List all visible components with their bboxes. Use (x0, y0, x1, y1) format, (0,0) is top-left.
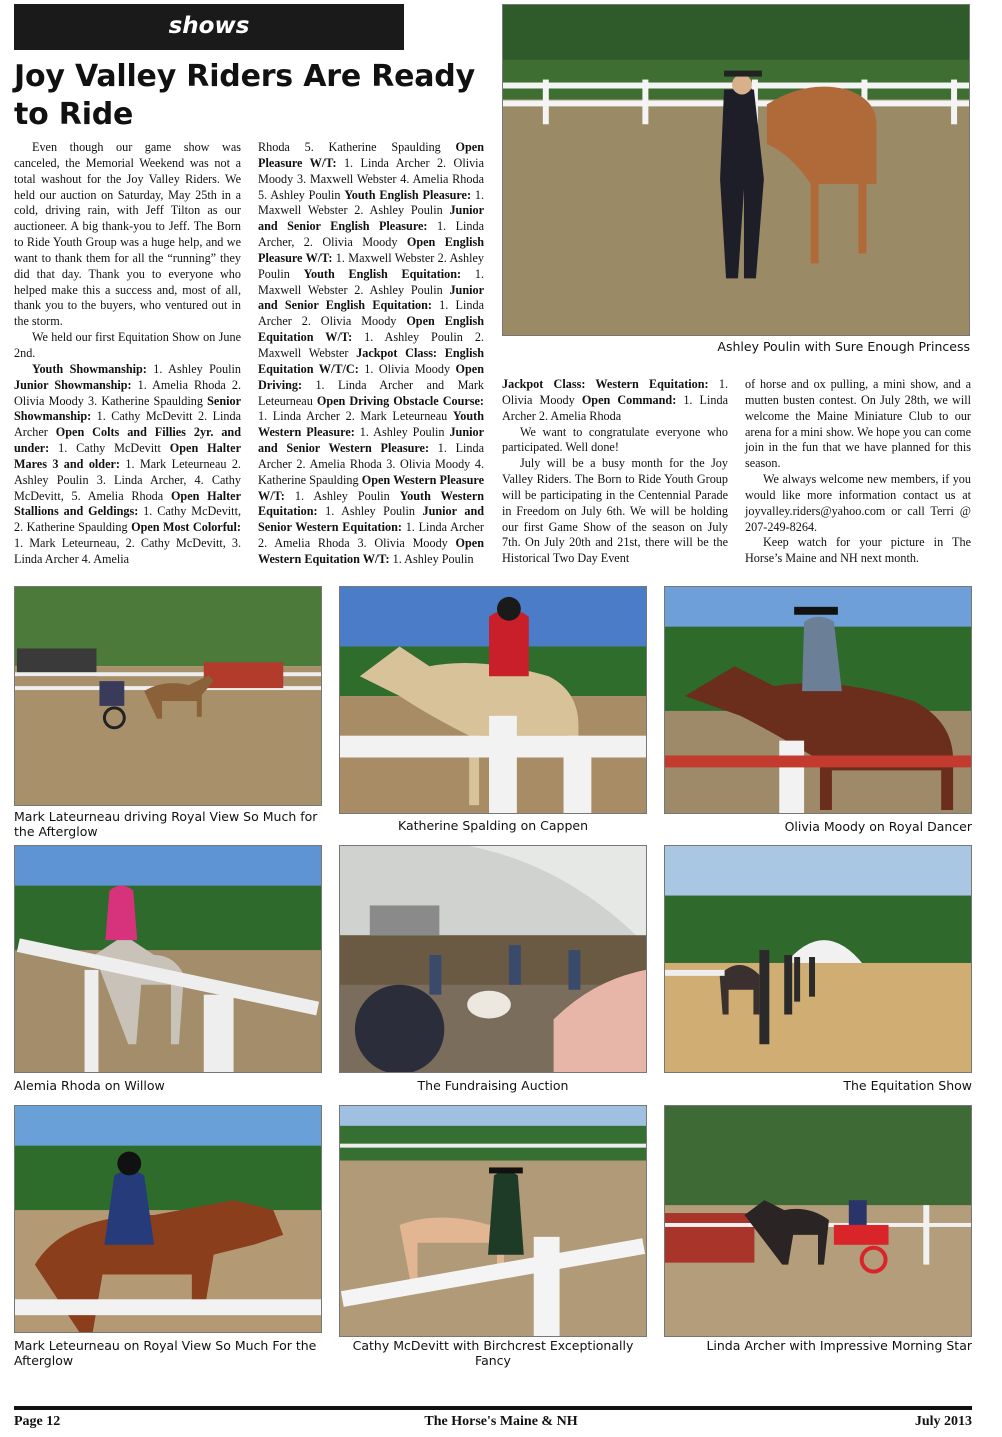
class-name: Youth Western Pleasure: (258, 409, 484, 440)
photo-mini-horse (339, 1105, 647, 1337)
footer-rule (14, 1406, 972, 1410)
photo-cart (664, 1105, 972, 1337)
class-name: Youth Western Equitation: (258, 488, 485, 519)
class-name: Open English Equitation W/T: (258, 314, 484, 345)
class-name: Junior and Senior English Pleasure: (258, 203, 484, 234)
photo-bay (664, 586, 972, 814)
photo-caption: Ashley Poulin with Sure Enough Princess (717, 339, 970, 354)
photo-equitation-show (664, 845, 972, 1073)
class-name: Open Western Equitation W/T: (258, 536, 484, 566)
article-headline: Joy Valley Riders Are Ready to Ride (14, 59, 475, 132)
page-number: Page 12 (14, 1414, 61, 1429)
paragraph: Even though our game show was canceled, the Memorial Weekend was not a total washout for the Joy Valley Riders. We held our auction on Saturday, May 25th in a cold, driving rain, with Jeff Tilton as our auctioneer. A big thank-you to Jeff. The Born to Ride Youth Group was a huge help, and we want to thank them for all the “running” they did that day. Thank you to everyone who helped make this a success and, most of all, thank you to the buyers, who ventured out in the storm. (14, 140, 241, 329)
photo-caption: Olivia Moody on Royal Dancer (784, 819, 972, 834)
class-name: Open Halter Mares 3 and older: (14, 441, 241, 471)
paragraph: We always welcome new members, if you would like more information contact us at joyvalley.riders@yahoo.com or call Terri @ 207-249-8264. (745, 472, 971, 534)
article-column-4 (745, 377, 971, 567)
class-name: Open English Pleasure W/T: (258, 235, 484, 265)
class-name: Youth Showmanship: (32, 361, 147, 376)
photo-caption: Mark Lateurneau driving Royal View So Much for the Afterglow (14, 809, 318, 839)
article-column-1 (14, 140, 241, 568)
photo-caption: Mark Leteurneau on Royal View So Much For the Afterglow (14, 1338, 317, 1368)
photo-palomino (339, 586, 647, 814)
photo-auction (339, 845, 647, 1073)
class-name: Jackpot Class: English Equitation W/T/C: (258, 345, 484, 376)
issue-date: July 2013 (914, 1414, 972, 1429)
class-name: Senior Showmanship: (14, 393, 241, 424)
class-name: Junior and Senior Western Equitation: (258, 504, 485, 535)
class-name: Open Command: (581, 392, 677, 407)
section-tag: shows (14, 4, 404, 50)
photo-caption: The Equitation Show (843, 1078, 972, 1093)
paragraph: Keep watch for your picture in The Horse’s Maine and NH next month. (745, 535, 971, 566)
class-name: Open Driving: (258, 361, 484, 392)
class-name: Junior and Senior Western Pleasure: (258, 425, 484, 456)
paragraph: We held our first Equitation Show on June 2nd. (14, 330, 241, 360)
photo-caption: Katherine Spalding on Cappen (397, 818, 588, 833)
article-column-3 (502, 377, 728, 567)
photo-caption: Alemia Rhoda on Willow (14, 1078, 165, 1093)
class-name: Open Halter Stallions and Geldings: (14, 488, 241, 519)
photo-caption: Cathy McDevitt with Birchcrest Exceptionally Fancy (352, 1338, 634, 1368)
results-list: Rhoda 5. Katherine Spaulding Open Pleasure W/T: 1. Linda Archer 2. Olivia Moody 3. Maxwell Webster 4. Amelia Rhoda 5. Ashley Poulin Youth English Pleasure: 1. Maxwell Webster 2. Ashley Poulin Junior and Senior English Pleasure: 1. Linda Archer, 2. Olivia Moody Open English Pleasure W/T: 1. Maxwell Webster 2. Ashley Poulin Youth English Equitation: 1. Maxwell Webster 2. Ashley Poulin Junior and Senior English Equitation: 1. Linda Archer 2. Olivia Moody Open English Equitation W/T: 1. Ashley Poulin 2. Maxwell Webster Jackpot Class: English Equitation W/T/C: 1. Olivia Moody Open Driving: 1. Linda Archer and Mark Leteurneau Open Driving Obstacle Course: 1. Linda Archer 2. Mark Leteurneau Youth Western Pleasure: 1. Ashley Poulin Junior and Senior Western Pleasure: 1. Linda Archer 2. Amelia Rhoda 3. Olivia Moody 4. Katherine Spaulding Open Western Pleasure W/T: 1. Ashley Poulin Youth Western Equitation: 1. Ashley Poulin Junior and Senior Western Equitation: 1. Linda Archer 2. Amelia Rhoda 3. Olivia Moody Open Western Equitation W/T: 1. Ashley Poulin (258, 140, 485, 566)
photo-english-rider (14, 1105, 322, 1333)
publication-name: The Horse's Maine & NH (424, 1414, 578, 1429)
photo-driving (14, 586, 322, 806)
class-name: Jackpot Class: Western Equitation: (502, 377, 709, 391)
class-name: Junior Showmanship: (14, 377, 132, 392)
class-name: Open Colts and Fillies 2yr. and under: (14, 425, 241, 456)
photo-caption: Linda Archer with Impressive Morning Star (706, 1338, 972, 1353)
class-name: Youth English Pleasure: (344, 187, 472, 202)
class-name: Junior and Senior English Equitation: (258, 282, 484, 313)
results-list: Youth Showmanship: 1. Ashley Poulin Junior Showmanship: 1. Amelia Rhoda 2. Olivia Moody 3. Katherine Spaulding Senior Showmanship: 1. Cathy McDevitt 2. Linda Archer Open Colts and Fillies 2yr. and under: 1. Cathy McDevitt Open Halter Mares 3 and older: 1. Mark Leteurneau 2. Ashley Poulin 3. Linda Archer, 4. Cathy McDevitt, 5. Amelia Rhoda Open Halter Stallions and Geldings: 1. Cathy McDevitt, 2. Katherine Spaulding Open Most Colorful: 1. Mark Leteurneau, 2. Cathy McDevitt, 3. Linda Archer 4. Amelia (14, 361, 241, 566)
class-name: Open Driving Obstacle Course: (316, 393, 484, 408)
photo-caption: The Fundraising Auction (417, 1078, 569, 1093)
class-name: Open Western Pleasure W/T: (258, 472, 484, 503)
article-column-2 (258, 140, 484, 568)
paragraph: of horse and ox pulling, a mini show, and a mutten busten contest. On July 28th, we will welcome the Maine Miniature Club to our arena for a mini show. We hope you can come join in the fun that we have planned for this season. (745, 377, 971, 471)
class-name: Open Most Colorful: (131, 520, 241, 535)
class-name: Youth English Equitation: (303, 266, 462, 281)
paragraph: July will be a busy month for the Joy Valley Riders. The Born to Ride Youth Group will be participating in the Centennial Parade in Freedom on July 6th. We will be holding our first Game Show of the season on July 7th. On July 20th and 21st, there will be the Historical Two Day Event (502, 456, 728, 566)
class-name: Open Pleasure W/T: (258, 140, 484, 170)
paragraph: Jackpot Class: Western Equitation: 1. Olivia Moody Open Command: 1. Linda Archer 2. Amelia Rhoda (502, 377, 728, 423)
main-photo (502, 4, 970, 336)
paragraph: We want to congratulate everyone who participated. Well done! (502, 424, 728, 455)
photo-willow (14, 845, 322, 1073)
